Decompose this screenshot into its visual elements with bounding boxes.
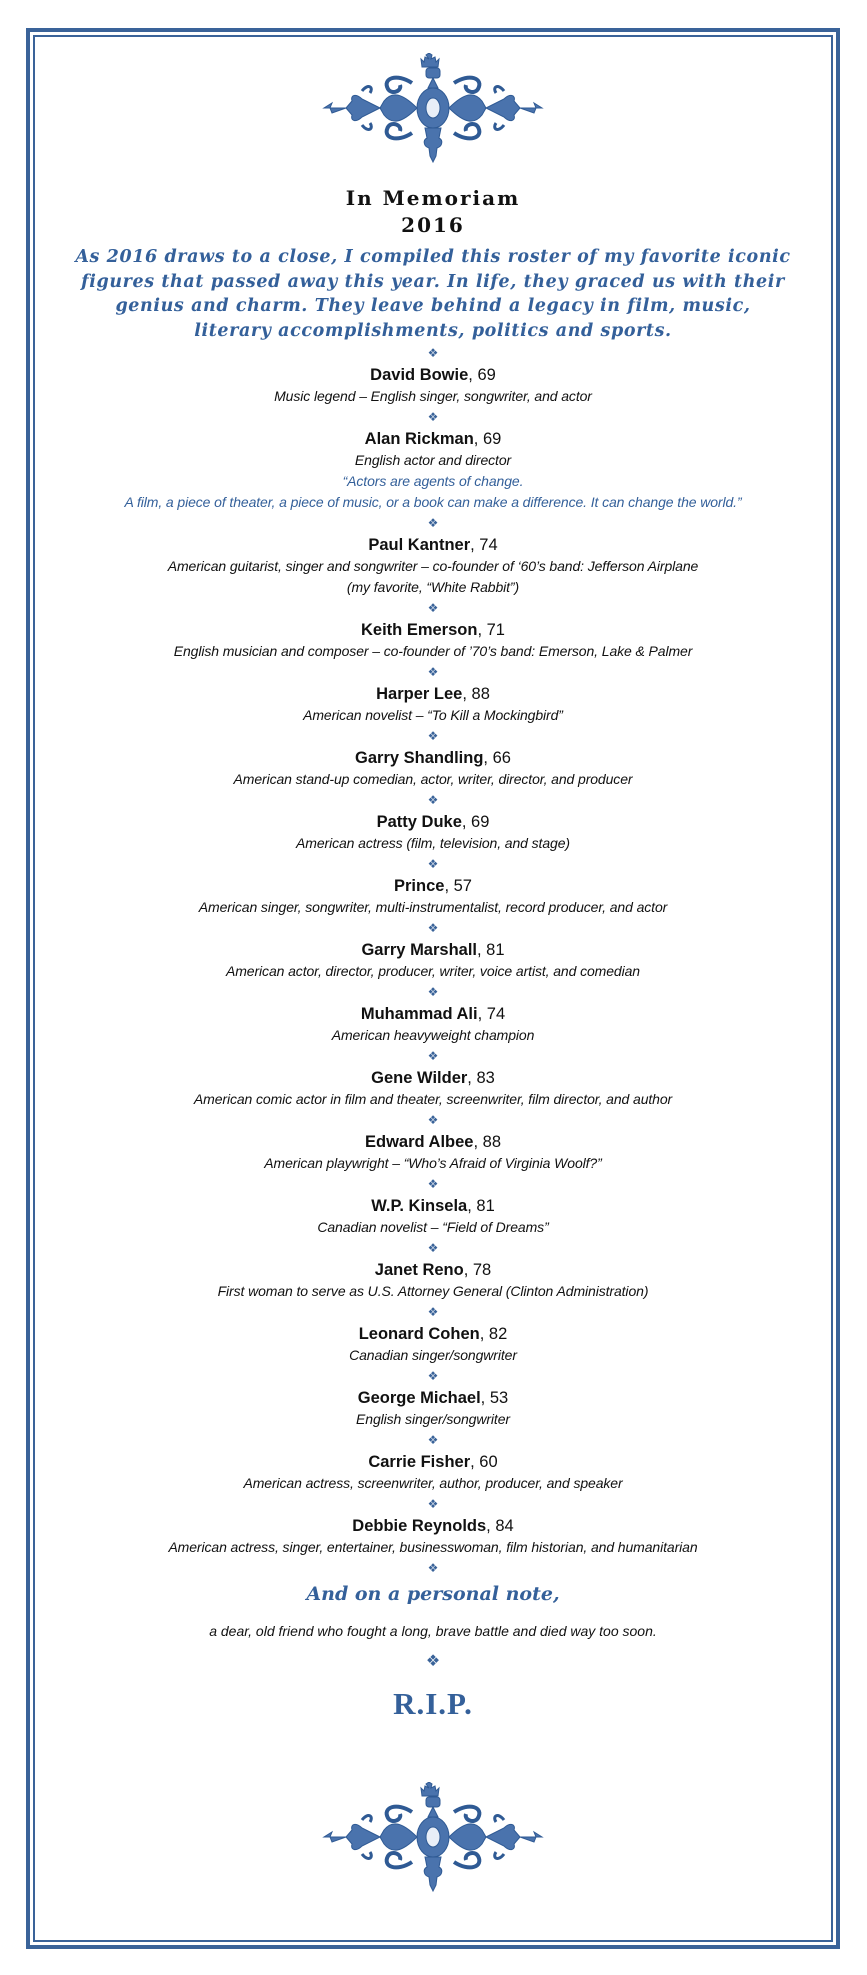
entry-description: American guitarist, singer and songwriter – co-founder of ‘60’s band: Jefferson Airplane [167,558,699,575]
entry-name: Keith Emerson [361,621,478,640]
entry-name-line [35,1195,831,1217]
entry-description: American singer, songwriter, multi-instrumentalist, record producer, and actor [198,899,668,916]
entry-name: Prince [394,877,445,896]
entry-description: American actress (film, television, and stage) [296,835,570,852]
entry-age: , 69 [468,366,496,385]
entry-age: , 81 [477,941,505,960]
filigree-ornament-icon [322,53,544,167]
entry-age: , 84 [486,1517,514,1536]
memoriam-entry [35,1515,831,1579]
entry-description: American stand-up comedian, actor, writer, director, and producer [233,771,633,788]
entry-description: American actress, screenwriter, author, producer, and speaker [243,1475,623,1492]
entry-name-line [35,1003,831,1025]
diamond-separator-icon: ❖ [427,729,439,744]
diamond-separator-icon: ❖ [427,1433,439,1448]
entry-age: , 69 [461,813,490,832]
diamond-separator-icon: ❖ [427,985,439,1000]
entry-description: Music legend – English singer, songwriter, and actor [274,388,592,405]
diamond-separator-icon: ❖ [427,346,439,361]
diamond-separator-icon: ❖ [427,1049,439,1064]
page-year: 2016 [401,213,465,237]
entry-age: , 57 [444,877,472,896]
entry-quote: “Actors are agents of change. [342,473,524,490]
entry-name: George Michael [357,1389,481,1408]
entry-name-line [35,1387,831,1409]
entry-description: American playwright – “Who’s Afraid of Virginia Woolf?” [264,1155,602,1172]
entry-description: American comic actor in film and theater, screenwriter, film director, and author [193,1091,673,1108]
entry-name-line [35,619,831,641]
diamond-separator-icon: ❖ [427,1113,439,1128]
intro-line: figures that passed away this year. In life, they graced us with their [81,271,785,292]
memoriam-entry [35,1451,831,1515]
entry-name: Patty Duke [376,813,462,832]
entry-name: Carrie Fisher [368,1453,471,1472]
entry-name: Harper Lee [376,685,463,704]
filigree-ornament-icon [322,1782,544,1896]
memoriam-list [35,364,831,1579]
entry-description: American actor, director, producer, writer, voice artist, and comedian [226,963,640,980]
entry-name-line [35,683,831,705]
entry-description: American novelist – “To Kill a Mockingbird” [303,707,563,724]
diamond-separator-icon: ❖ [427,793,439,808]
diamond-separator-icon: ❖ [427,921,439,936]
diamond-separator-icon: ❖ [427,857,439,872]
entry-name-line [35,1451,831,1473]
entry-name: Gene Wilder [371,1069,468,1088]
entry-age: , 69 [473,430,502,449]
entry-age: , 66 [483,749,511,768]
entry-name-line [35,1067,831,1089]
entry-age: , 74 [477,1005,506,1024]
entry-age: , 60 [470,1453,498,1472]
entry-name-line [35,1515,831,1537]
entry-description: English singer/songwriter [356,1411,510,1428]
entry-name: Paul Kantner [368,536,471,555]
memoriam-entry [35,534,831,619]
entry-age: , 88 [462,685,490,704]
entry-age: , 82 [479,1325,508,1344]
diamond-separator-icon: ❖ [427,1369,439,1384]
diamond-separator-icon: ❖ [427,1497,439,1512]
memoriam-entry [35,747,831,811]
entry-name-line [35,747,831,769]
entry-name-line [35,1323,831,1345]
memoriam-entry [35,428,831,534]
entry-name: Debbie Reynolds [352,1517,487,1536]
entry-name-line [35,1131,831,1153]
entry-name: Garry Marshall [361,941,478,960]
entry-age: , 78 [463,1261,492,1280]
entry-quote: A film, a piece of theater, a piece of music, or a book can make a difference. It can change the world.” [124,494,742,511]
diamond-separator-icon: ❖ [425,1651,441,1671]
memoriam-entry [35,1259,831,1323]
memoriam-entry [35,619,831,683]
entry-name-line [35,428,831,450]
entry-description: American heavyweight champion [331,1027,535,1044]
memoriam-entry [35,683,831,747]
entry-description: Canadian novelist – “Field of Dreams” [317,1219,549,1236]
entry-name: W.P. Kinsela [371,1197,468,1216]
entry-age: , 71 [477,621,505,640]
entry-name: Edward Albee [364,1133,474,1152]
entry-name-line [35,534,831,556]
entry-name-line [35,811,831,833]
memoriam-entry [35,1387,831,1451]
entry-age: , 74 [470,536,498,555]
rip-closing: R.I.P. [393,1686,473,1722]
entry-name-line [35,875,831,897]
entry-description: English musician and composer – co-founder of ’70’s band: Emerson, Lake & Palmer [173,643,693,660]
entry-name-line [35,1259,831,1281]
page-title: In Memoriam [345,186,521,210]
diamond-separator-icon: ❖ [427,665,439,680]
intro-paragraph [41,245,825,343]
memoriam-entry [35,1003,831,1067]
entry-age: , 83 [467,1069,495,1088]
entry-description: American actress, singer, entertainer, businesswoman, film historian, and humanitarian [168,1539,698,1556]
memoriam-entry [35,1067,831,1131]
memoriam-entry [35,811,831,875]
memoriam-entry [35,939,831,1003]
entry-name-line [35,364,831,386]
entry-description: First woman to serve as U.S. Attorney General (Clinton Administration) [217,1283,649,1300]
diamond-separator-icon: ❖ [427,1177,439,1192]
memoriam-entry [35,364,831,428]
entry-description: Canadian singer/songwriter [349,1347,517,1364]
diamond-separator-icon: ❖ [427,1305,439,1320]
memoriam-entry [35,1195,831,1259]
personal-note-text: a dear, old friend who fought a long, brave battle and died way too soon. [209,1623,657,1640]
entry-description: English actor and director [354,452,512,469]
personal-note-heading: And on a personal note, [306,1583,560,1606]
entry-name: Alan Rickman [364,430,474,449]
entry-description: (my favorite, “White Rabbit”) [346,579,520,596]
memoriam-entry [35,875,831,939]
intro-line: genius and charm. They leave behind a legacy in film, music, [115,296,751,317]
entry-age: , 81 [467,1197,495,1216]
entry-name: Muhammad Ali [360,1005,478,1024]
entry-name: Janet Reno [374,1261,464,1280]
memoriam-entry [35,1323,831,1387]
entry-name-line [35,939,831,961]
entry-age: , 88 [473,1133,502,1152]
diamond-separator-icon: ❖ [427,1241,439,1256]
intro-line: As 2016 draws to a close, I compiled this roster of my favorite iconic [75,247,791,267]
memoriam-entry [35,1131,831,1195]
diamond-separator-icon: ❖ [427,1561,439,1576]
diamond-separator-icon: ❖ [427,516,439,531]
diamond-separator-icon: ❖ [427,601,439,616]
entry-name: Garry Shandling [355,749,484,768]
entry-name: Leonard Cohen [358,1325,480,1344]
diamond-separator-icon: ❖ [427,410,439,425]
memoriam-page [35,37,831,1896]
entry-name: David Bowie [370,366,469,385]
intro-line: literary accomplishments, politics and sports. [194,320,672,341]
entry-age: , 53 [480,1389,509,1408]
